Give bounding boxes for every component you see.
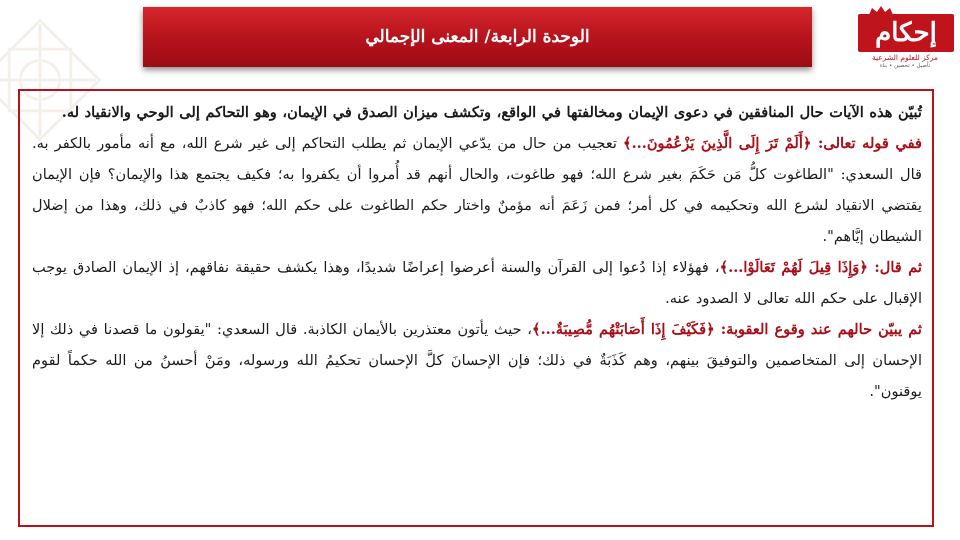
- paragraph-verse-3: [32, 314, 922, 407]
- paragraph-text: ، فهؤلاء إذا دُعوا إلى القرآن والسنة أعرضوا إعراضًا شديدًا، وهذا يكشف حقيقة نفاقهم، إذ الإيمان الصادق يوجب الإقبال على حكم الله تعالى لا الصدود عنه.: [32, 259, 922, 307]
- paragraph-verse-1: [32, 128, 922, 252]
- paragraph-text: ، حيث يأتون معتذرين بالأيمان الكاذبة. قال السعدي: "يقولون ما قصدنا في ذلك إلا الإحسان إلى المتخاصمين والتوفيقَ بينهم، وهم كَذَبَةٌ في ذلك؛ فإن الإحسانَ كلَّ الإحسان تحكيمُ الله ورسوله، ومَنْ أحسنُ من الله حكماً لقوم يوقنون".: [32, 321, 922, 400]
- paragraph-intro: [32, 97, 922, 128]
- paragraph-lead: ثم قال:: [867, 259, 922, 276]
- logo-wordmark: إحكام: [858, 14, 954, 52]
- logo-tagline: تأصيل • تحصين • بناء: [879, 63, 931, 69]
- paragraph-text: تعجيب من حال من يدّعي الإيمان ثم يطلب التحاكم إلى غير شرع الله، مع أنه مأمور بالكفر به. قال السعدي: "الطاغوت كلُّ مَن حَكَمَ بغير شرع الله؛ فهو طاغوت، والحال أنهم قد أُمروا أن يكفروا به؛ فكيف يجتمع هذا والإيمان؟ فإن الإيمان يقتضي الانقياد لشرع الله وتحكيمه في كل أمر؛ فمن زَعَمَ أنه مؤمنٌ واختار حكم الطاغوت على حكم الله؛ فهو كاذبٌ في ذلك، وهذا من إضلال الشيطان إيَّاهم".: [32, 135, 922, 245]
- paragraph-text: تُبيّن هذه الآيات حال المنافقين في دعوى الإيمان ومخالفتها في الواقع، وتكشف ميزان الصدق في الإيمان، وهو التحاكم إلى الوحي والانقياد له.: [61, 104, 922, 121]
- logo-subtitle: مركز للعلوم الشرعية: [872, 53, 938, 62]
- paragraph-lead: ثم يبيّن حالهم عند وقوع العقوبة:: [714, 321, 922, 338]
- paragraph-lead: ففي قوله تعالى:: [811, 135, 922, 152]
- quran-verse: ﴿أَلَمْ تَرَ إِلَى الَّذِينَ يَزْعُمُونَ...﴾: [623, 135, 812, 152]
- quran-verse: ﴿فَكَيْفَ إِذَا أَصَابَتْهُم مُّصِيبَةٌ...﴾: [532, 321, 715, 338]
- title-banner: [143, 7, 812, 67]
- page-title: الوحدة الرابعة/ المعنى الإجمالي: [365, 27, 590, 47]
- content-box: [18, 89, 934, 527]
- logo: [858, 6, 954, 70]
- quran-verse: ﴿وَإِذَا قِيلَ لَهُمْ تَعَالَوْا...﴾: [719, 259, 868, 276]
- paragraph-verse-2: [32, 252, 922, 314]
